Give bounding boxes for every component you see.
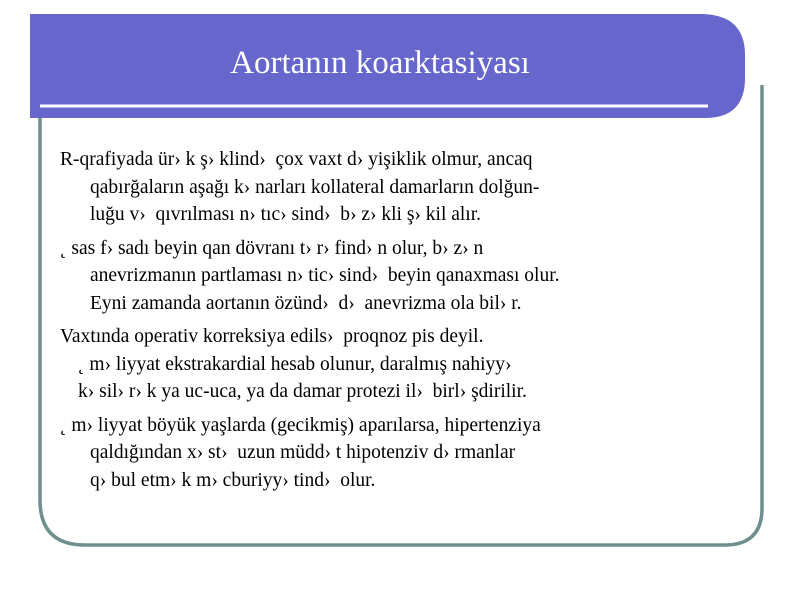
- paragraph-line: luğu v› qıvrılması n› tıc› sind› b› z› kli ş› kil alır.: [90, 204, 482, 225]
- paragraph-line: ˛ m› liyyat ekstrakardial hesab olunur, daralmış nahiyy›: [78, 353, 512, 375]
- paragraph-line: k› sil› r› k ya uc-uca, ya da damar protezi il› birl› şdirilir.: [78, 381, 527, 402]
- paragraph-line: q› bul etm› k m› cburiyy› tind› olur.: [90, 469, 376, 491]
- paragraph-line: ˛ m› liyyat böyük yaşlarda (gecikmiş) aparılarsa, hipertenziya: [60, 414, 541, 436]
- paragraph-line: qaldığından x› st› uzun müdd› t hipotenziv d› rmanlar: [90, 442, 516, 463]
- paragraph-line: ˛ sas f› sadı beyin qan dövranı t› r› find› n olur, b› z› n: [60, 237, 484, 259]
- paragraph-line: anevrizmanın partlaması n› tic› sind› beyin qanaxması olur.: [90, 265, 560, 286]
- paragraph-3: [60, 323, 750, 406]
- paragraph-line: R-qrafiyada ür› k ş› klind› çox vaxt d› yişiklik olmur, ancaq: [60, 149, 533, 170]
- paragraph-1: [60, 146, 750, 229]
- paragraph-4: [60, 412, 750, 495]
- paragraph-line: qabırğaların aşağı k› narları kollateral damarların dolğun-: [90, 176, 540, 198]
- slide-body: [60, 146, 750, 500]
- paragraph-line: Vaxtında operativ korreksiya edils› proqnoz pis deyil.: [60, 326, 484, 347]
- slide-title: Aortanın koarktasiyası: [230, 45, 530, 81]
- paragraph-line: Eyni zamanda aortanın özünd› d› anevrizma ola bil› r.: [90, 292, 522, 314]
- paragraph-2: [60, 235, 750, 318]
